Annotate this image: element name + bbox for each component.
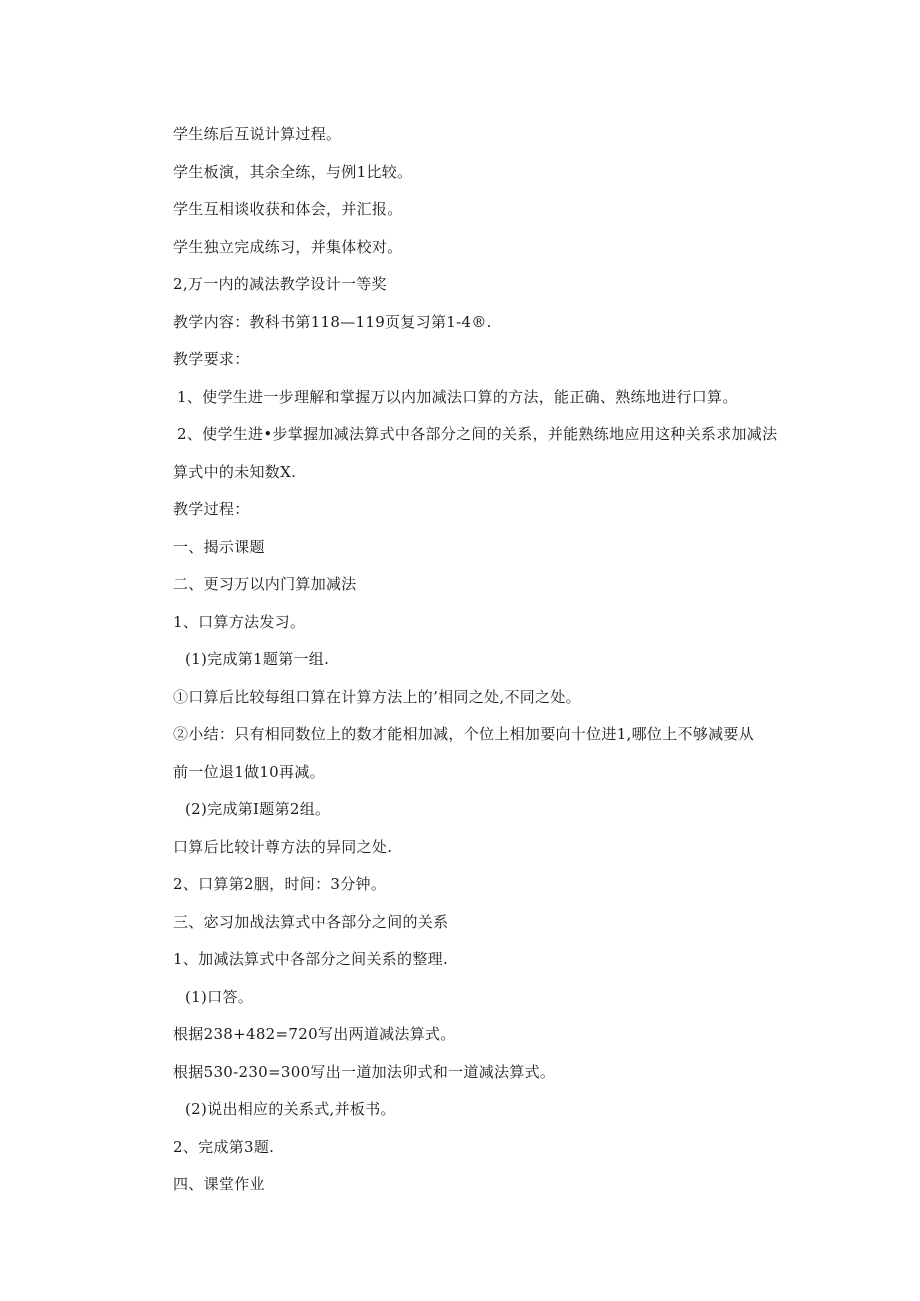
list-item: 2、使学生进•步掌握加减法算式中各部分之间的关系，并能熟练地应用这种关系求加减法 [177,425,778,443]
list-item: (2)说出相应的关系式,并板书。 [185,1100,396,1118]
text-line: 教学过程： [173,500,250,518]
document-body [173,116,778,1204]
text-line: 学生练后互说计算过程。 [173,125,342,143]
text-line: 学生互相谈收获和体会，并汇报。 [173,200,403,218]
text-line: 口算后比较计尊方法的异同之处. [173,837,393,856]
section-heading: 二、更习万以内门算加减法 [173,575,357,593]
list-item: 2、完成第3题. [173,1137,275,1156]
text-line: 教学内容：教科书第118—119页复习第1-4®. [173,312,492,331]
list-item: (1)完成第1题第一组. [185,650,330,668]
section-heading: 一、揭示课题 [173,537,265,556]
section-heading: 四、课堂作业 [173,1175,265,1193]
text-line: ②小结：只有相同数位上的数才能相加减，个位上相加要向十位进1,哪位上不够减要从 [173,725,755,743]
text-line: 根据238+482=720写出两道减法算式。 [173,1025,456,1043]
text-line: 学生板演，其余全练，与例1比较。 [173,162,413,181]
list-item: 1、加减法算式中各部分之间关系的整理. [173,950,449,968]
text-line: ①口算后比较每组口算在计算方法上的’相同之处,不同之处。 [173,687,581,706]
text-line: 教学要求： [173,350,250,368]
section-heading: 三、宓习加战法算式中各部分之间的关系 [173,912,449,931]
list-item: 1、使学生进一步理解和掌握万以内加减法口算的方法，能正确、熟练地进行口算。 [177,387,738,406]
list-item: 2、口算第2胭，时间：3分钟。 [173,875,387,893]
list-item: 1、口算方法发习。 [173,612,306,631]
text-line: 前一位退1做10再减。 [173,762,325,781]
text-line: 学生独立完成练习，并集体校对。 [173,237,403,256]
list-item: (1)口答。 [185,987,254,1006]
text-line: 根据530-230=300写出一道加法卯式和一道减法算式。 [173,1062,556,1081]
text-line: 算式中的未知数X. [173,462,297,481]
list-item: (2)完成第I题第2组。 [185,800,331,818]
section-heading: 2,万一内的减法教学设计一等奖 [173,275,387,293]
